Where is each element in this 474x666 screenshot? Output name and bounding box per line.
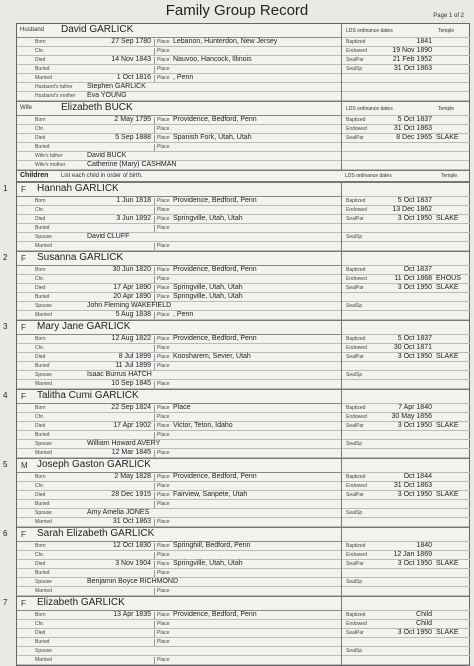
child-number: 5	[3, 460, 8, 469]
child-spouse-row: Spouse William Howard AVERY	[17, 440, 469, 449]
child-spouse-name: Benjamin Boyce RICHMOND	[87, 578, 179, 585]
child-spouse-name: William Howard AVERY	[87, 440, 161, 447]
child-spouse-row: Spouse	[17, 647, 469, 656]
husband-name: David GARLICK	[61, 24, 134, 35]
husband-role-label: Husband	[20, 27, 45, 33]
child-spouse-row: Spouse Benjamin Boyce RICHMOND	[17, 578, 469, 587]
child-chr-row: Chr. Place	[17, 344, 469, 353]
child-died-row: Died 17 Apr 1902 Place Victor, Teton, Idaho	[17, 422, 469, 431]
child-spouse-name: Amy Amelia JONES	[87, 509, 150, 516]
child-died-row: Died 17 Apr 1890 Place Springville, Utah, Utah	[17, 284, 469, 293]
wife-lds: LDS ordinance dates Temple Baptized 5 Oct 1837 Endowed 31 Oct 1863 SealPar 8 Dec 1965 SLAKE	[341, 102, 470, 170]
child-chr-row: Chr. Place	[17, 551, 469, 560]
wife-name: Elizabeth BUCK	[61, 102, 133, 113]
child-lds: Baptized Oct 1844 Endowed 31 Oct 1863 SealPar 3 Oct 1950 SLAKE SealSp	[341, 459, 470, 527]
child-sex: F	[21, 254, 26, 263]
child-died-row: Died 3 Nov 1904 Place Springville, Utah, Utah	[17, 560, 469, 569]
child-name: Hannah GARLICK	[37, 183, 119, 194]
husband-buried-row: Buried Place	[17, 65, 469, 74]
child-married-row: Married Place	[17, 656, 469, 665]
child-buried-row: Buried Place	[17, 500, 469, 509]
child-chr-row: Chr. Place	[17, 482, 469, 491]
child-died-row: Died Place	[17, 629, 469, 638]
child-sex: F	[21, 185, 26, 194]
child-section	[3, 182, 469, 251]
child-section	[3, 389, 469, 458]
wife-died-row: Died 5 Sep 1888 Place Spanish Fork, Utah, Utah	[17, 134, 469, 143]
child-married-row: Married 12 Mar 1845 Place	[17, 449, 469, 458]
husband-married-row: Married 1 Oct 1816 Place , Penn	[17, 74, 469, 83]
child-spouse-row: Spouse David CLUFF	[17, 233, 469, 242]
child-married-row: Married Place	[17, 242, 469, 251]
child-buried-row: Buried 11 Jul 1899 Place	[17, 362, 469, 371]
wife-section	[17, 101, 469, 170]
child-lds: Baptized 5 Oct 1837 Endowed 13 Dec 1862 SealPar 3 Oct 1950 SLAKE SealSp	[341, 183, 470, 251]
husband-section	[17, 24, 469, 101]
child-name: Talitha Cumi GARLICK	[37, 390, 139, 401]
child-buried-row: Buried 20 Apr 1890 Place Springville, Utah, Utah	[17, 293, 469, 302]
husband-died-row: Died 14 Nov 1843 Place Nauvoo, Hancock, Illinois	[17, 56, 469, 65]
child-born-row: Born 1 Jun 1818 Place Providence, Bedford, Penn	[17, 197, 469, 206]
child-number: 2	[3, 253, 8, 262]
child-lds: Baptized 7 Apr 1840 Endowed 30 May 1856 SealPar 3 Oct 1950 SLAKE SealSp	[341, 390, 470, 458]
child-married-row: Married 31 Oct 1863 Place	[17, 518, 469, 527]
children-header: Children List each child in order of birth. LDS ordinance dates Temple	[17, 170, 469, 182]
husband-lds: LDS ordinance dates Temple Baptized 1841 Endowed 19 Nov 1890 SealPar 21 Feb 1952 SealSp 31 Oct 1863	[341, 24, 470, 101]
child-section	[3, 251, 469, 320]
husband-father-row: Husband's father Stephen GARLICK	[17, 83, 469, 92]
child-spouse-row: Spouse Amy Amelia JONES	[17, 509, 469, 518]
child-died-row: Died 28 Dec 1915 Place Fairview, Sanpete, Utah	[17, 491, 469, 500]
child-spouse-row: Spouse Isaac Burrus HATCH	[17, 371, 469, 380]
child-married-row: Married 10 Sep 1845 Place	[17, 380, 469, 389]
wife-buried-row: Buried Place	[17, 143, 469, 152]
child-section	[3, 596, 469, 665]
child-born-row: Born 12 Oct 1830 Place Springhill, Bedford, Penn	[17, 542, 469, 551]
child-born-row: Born 12 Aug 1822 Place Providence, Bedford, Penn	[17, 335, 469, 344]
child-lds: Baptized 1840 Endowed 12 Jan 1869 SealPar 3 Oct 1950 SLAKE SealSp	[341, 528, 470, 596]
child-sex: F	[21, 392, 26, 401]
child-buried-row: Buried Place	[17, 431, 469, 440]
child-number: 7	[3, 598, 8, 607]
child-buried-row: Buried Place	[17, 638, 469, 647]
child-born-row: Born 22 Sep 1824 Place Place	[17, 404, 469, 413]
wife-father-row: Wife's father David BUCK	[17, 152, 469, 161]
wife-chr-row: Chr. Place	[17, 125, 469, 134]
child-spouse-name: David CLUFF	[87, 233, 130, 240]
child-name: Joseph Gaston GARLICK	[37, 459, 151, 470]
child-died-row: Died 3 Jun 1892 Place Springville, Utah, Utah	[17, 215, 469, 224]
child-married-row: Married 5 Aug 1838 Place , Penn	[17, 311, 469, 320]
child-chr-row: Chr. Place	[17, 413, 469, 422]
wife-mother-row: Wife's mother Catherine (Mary) CASHMAN	[17, 161, 469, 170]
child-chr-row: Chr. Place	[17, 275, 469, 284]
husband-born-row: Born 27 Sep 1780 Place Lebanon, Hunterdon, New Jersey	[17, 38, 469, 47]
page-title: Family Group Record	[165, 2, 309, 19]
child-number: 3	[3, 322, 8, 331]
child-spouse-row: Spouse John Fleming WAKEFIELD	[17, 302, 469, 311]
child-chr-row: Chr. Place	[17, 206, 469, 215]
child-sex: F	[21, 599, 26, 608]
child-born-row: Born 13 Apr 1835 Place Providence, Bedford, Penn	[17, 611, 469, 620]
wife-born-row: Born 2 May 1795 Place Providence, Bedford, Penn	[17, 116, 469, 125]
child-name: Mary Jane GARLICK	[37, 321, 131, 332]
husband-chr-row: Chr. Place	[17, 47, 469, 56]
child-married-row: Married Place	[17, 587, 469, 596]
child-lds: Baptized 5 Oct 1837 Endowed 30 Oct 1871 SealPar 3 Oct 1950 SLAKE SealSp	[341, 321, 470, 389]
child-section	[3, 320, 469, 389]
child-born-row: Born 30 Jun 1820 Place Providence, Bedford, Penn	[17, 266, 469, 275]
child-spouse-name: Isaac Burrus HATCH	[87, 371, 152, 378]
child-buried-row: Buried Place	[17, 569, 469, 578]
child-number: 6	[3, 529, 8, 538]
record-form	[3, 23, 470, 666]
husband-mother-row: Husband's mother Eva YOUNG	[17, 92, 469, 101]
page-number: Page 1 of 2	[433, 13, 464, 19]
child-sex: F	[21, 323, 26, 332]
wife-role-label: Wife	[20, 105, 32, 111]
children-list	[3, 182, 469, 665]
child-number: 4	[3, 391, 8, 400]
child-name: Elizabeth GARLICK	[37, 597, 125, 608]
child-name: Susanna GARLICK	[37, 252, 124, 263]
child-spouse-name: John Fleming WAKEFIELD	[87, 302, 172, 309]
child-sex: M	[21, 461, 28, 470]
child-born-row: Born 2 May 1828 Place Providence, Bedford, Penn	[17, 473, 469, 482]
child-section	[3, 527, 469, 596]
child-died-row: Died 8 Jul 1899 Place Koosharem, Sevier, Utah	[17, 353, 469, 362]
child-lds: Baptized Child Endowed Child SealPar 3 Oct 1950 SLAKE SealSp	[341, 597, 470, 665]
child-name: Sarah Elizabeth GARLICK	[37, 528, 155, 539]
child-number: 1	[3, 184, 8, 193]
child-buried-row: Buried Place	[17, 224, 469, 233]
child-sex: F	[21, 530, 26, 539]
child-lds: Baptized Oct 1837 Endowed 11 Oct 1868 EHOUS SealPar 3 Oct 1950 SLAKE SealSp	[341, 252, 470, 320]
child-section	[3, 458, 469, 527]
child-chr-row: Chr. Place	[17, 620, 469, 629]
